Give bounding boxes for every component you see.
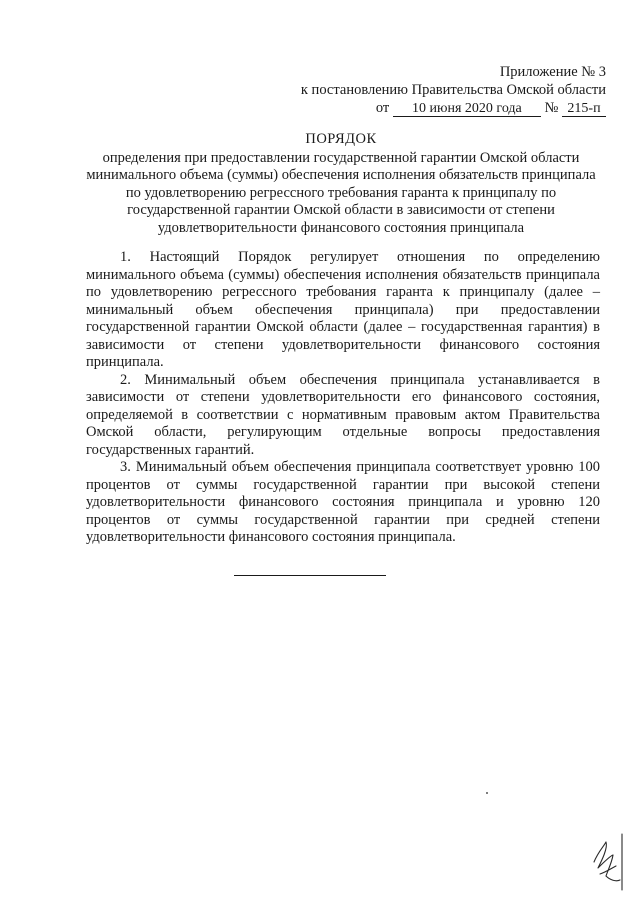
title-subtitle: определения при предоставлении государственной гарантии Омской области минимального объема (суммы) обеспечения исполнения обязательств принципала по удовлетворению регрессного требования гаранта к принципалу по государственной гарантии Омской области в зависимости от степени удовлетворительности финансового состояния принципала (86, 149, 596, 236)
appendix-number: Приложение № 3 (499, 64, 606, 80)
from-label: от (375, 100, 390, 116)
document-title (86, 131, 596, 237)
handwritten-signature-icon (586, 822, 626, 892)
paragraph-3: 3. Минимальный объем обеспечения принципала соответствует уровню 100 процентов от суммы государственной гарантии при высокой степени удовлетворительности финансового состояния принципала и уровню 120 процентов от суммы государственной гарантии при средней степени удовлетворительности финансового состояния принципала. (86, 459, 600, 545)
number-label: № (544, 100, 559, 116)
paragraph-1: 1. Настоящий Порядок регулирует отношения по определению минимального объема (суммы) обеспечения исполнения обязательств принципала по удовлетворению регрессного требования гаранта к принципалу (далее – минимальный объем обеспечения принципала) при предоставлении государственной гарантии Омской области (далее – государственная гарантия) в зависимости от степени удовлетворительности финансового состояния принципала. (86, 249, 600, 370)
resolution-date: 10 июня 2020 года (393, 101, 541, 117)
scan-speck (486, 792, 488, 794)
appendix-reference: к постановлению Правительства Омской области (300, 82, 606, 98)
resolution-number: 215-п (562, 101, 606, 117)
appendix-header (301, 63, 606, 117)
appendix-date-line (301, 99, 606, 117)
paragraph-2: 2. Минимальный объем обеспечения принципала устанавливается в зависимости от степени удовлетворительности его финансового состояния, определяемой в соответствии с нормативным правовым актом Правительства Омской области, регулирующим отдельные вопросы предоставления государственных гарантий. (86, 371, 600, 458)
title-heading: ПОРЯДОК (305, 131, 377, 147)
end-divider (234, 575, 386, 576)
document-body (86, 249, 600, 547)
